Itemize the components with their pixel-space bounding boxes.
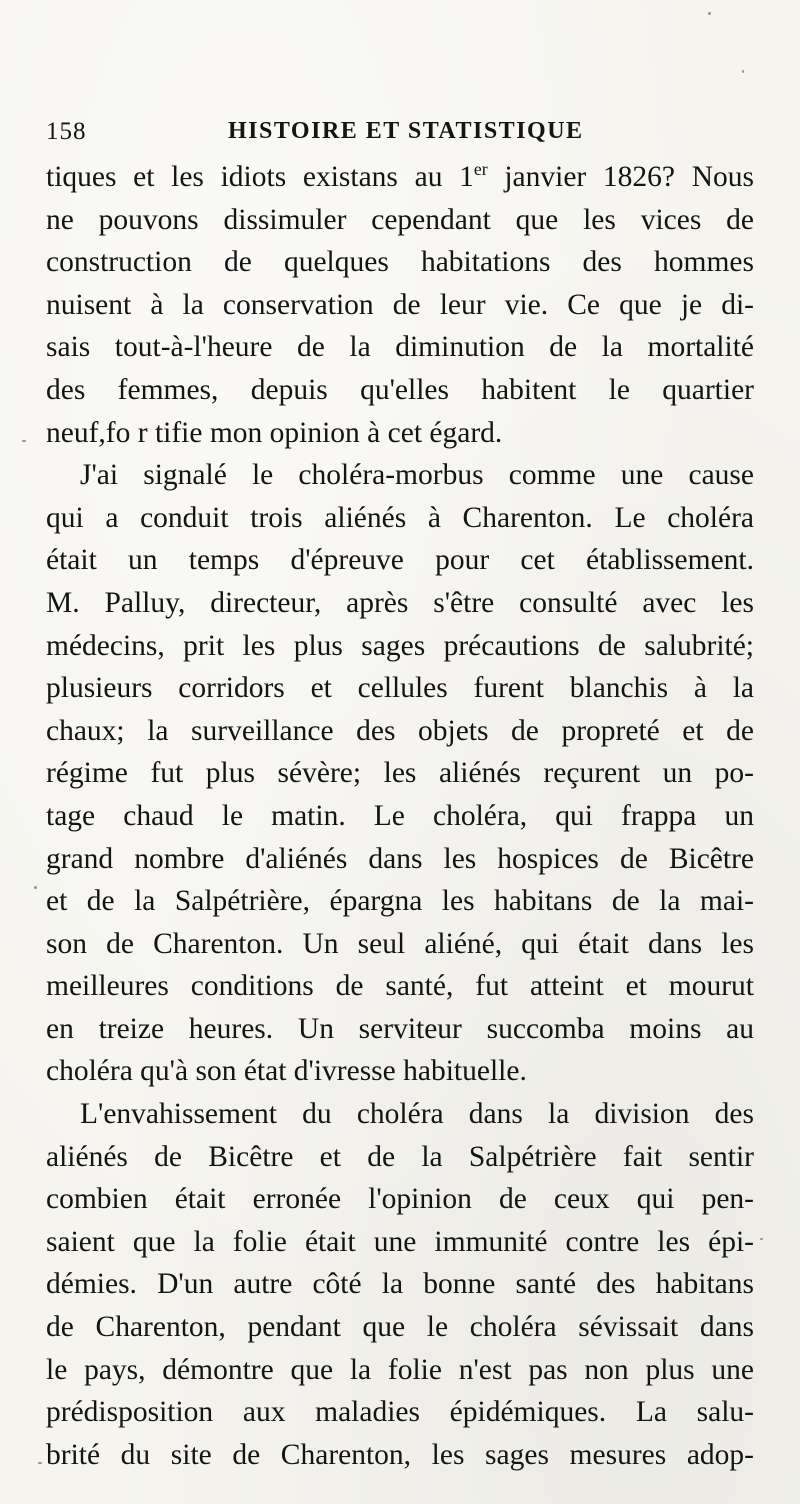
paragraph: [46, 156, 754, 454]
body-text: [46, 156, 754, 1476]
text-line: de Charenton, pendant que le choléra sévissait dans: [46, 1311, 754, 1344]
text-line: démies. D'un autre côté la bonne santé des habitans: [46, 1268, 754, 1301]
text-line: son de Charenton. Un seul aliéné, qui était dans les: [46, 927, 754, 960]
print-speck: [38, 1462, 42, 1464]
text-line: L'envahissement du choléra dans la division des: [80, 1098, 754, 1131]
text-line: et de la Salpétrière, épargna les habitans de la mai-: [46, 885, 754, 918]
page-header: [46, 118, 740, 152]
print-speck: [742, 70, 744, 73]
text-line: brité du site de Charenton, les sages mesures adop-: [46, 1438, 754, 1471]
text-line: construction de quelques habitations des hommes: [46, 246, 754, 279]
text-line: prédisposition aux maladies épidémiques. La salu-: [46, 1396, 754, 1429]
text-line: plusieurs corridors et cellules furent blanchis à la: [46, 672, 754, 705]
print-speck: [760, 1238, 763, 1240]
text-line: J'ai signalé le choléra-morbus comme une cause: [80, 459, 754, 492]
print-speck: [22, 440, 26, 442]
text-line: ne pouvons dissimuler cependant que les vices de: [46, 203, 754, 236]
text-line: en treize heures. Un serviteur succomba moins au: [46, 1012, 754, 1045]
text-line: qui a conduit trois aliénés à Charenton. Le choléra: [46, 501, 754, 534]
text-line: aliénés de Bicêtre et de la Salpétrière fait sentir: [46, 1140, 754, 1173]
page-number: 158: [46, 118, 87, 145]
text-line: le pays, démontre que la folie n'est pas non plus une: [46, 1353, 754, 1386]
print-speck: [708, 12, 711, 15]
text-line: régime fut plus sévère; les aliénés reçurent un po-: [46, 757, 754, 790]
paragraph: [46, 1093, 754, 1476]
text-line: M. Palluy, directeur, après s'être consulté avec les: [46, 586, 754, 619]
text-line: chaux; la surveillance des objets de propreté et de: [46, 714, 754, 747]
text-line: tage chaud le matin. Le choléra, qui frappa un: [46, 799, 754, 832]
text-line: choléra qu'à son état d'ivresse habituelle.: [46, 1055, 527, 1088]
text-line: sais tout-à-l'heure de la diminution de la mortalité: [46, 331, 754, 364]
text-line: tiques et les idiots existans au 1er janvier 1826? Nous: [46, 159, 754, 193]
text-line: des femmes, depuis qu'elles habitent le quartier: [46, 373, 754, 406]
running-head: HISTOIRE ET STATISTIQUE: [228, 118, 584, 144]
text-line: neuf,fo r tifie mon opinion à cet égard.: [46, 416, 503, 449]
text-line: médecins, prit les plus sages précautions de salubrité;: [46, 629, 754, 662]
text-line: grand nombre d'aliénés dans les hospices de Bicêtre: [46, 842, 754, 875]
text-line: saient que la folie était une immunité contre les épi-: [46, 1225, 754, 1258]
text-line: nuisent à la conservation de leur vie. Ce que je di-: [46, 288, 754, 321]
paragraph: [46, 454, 754, 1093]
text-line: meilleures conditions de santé, fut atteint et mourut: [46, 970, 754, 1003]
text-line: combien était erronée l'opinion de ceux qui pen-: [46, 1183, 754, 1216]
print-speck: [34, 886, 37, 889]
text-line: était un temps d'épreuve pour cet établissement.: [46, 544, 754, 577]
